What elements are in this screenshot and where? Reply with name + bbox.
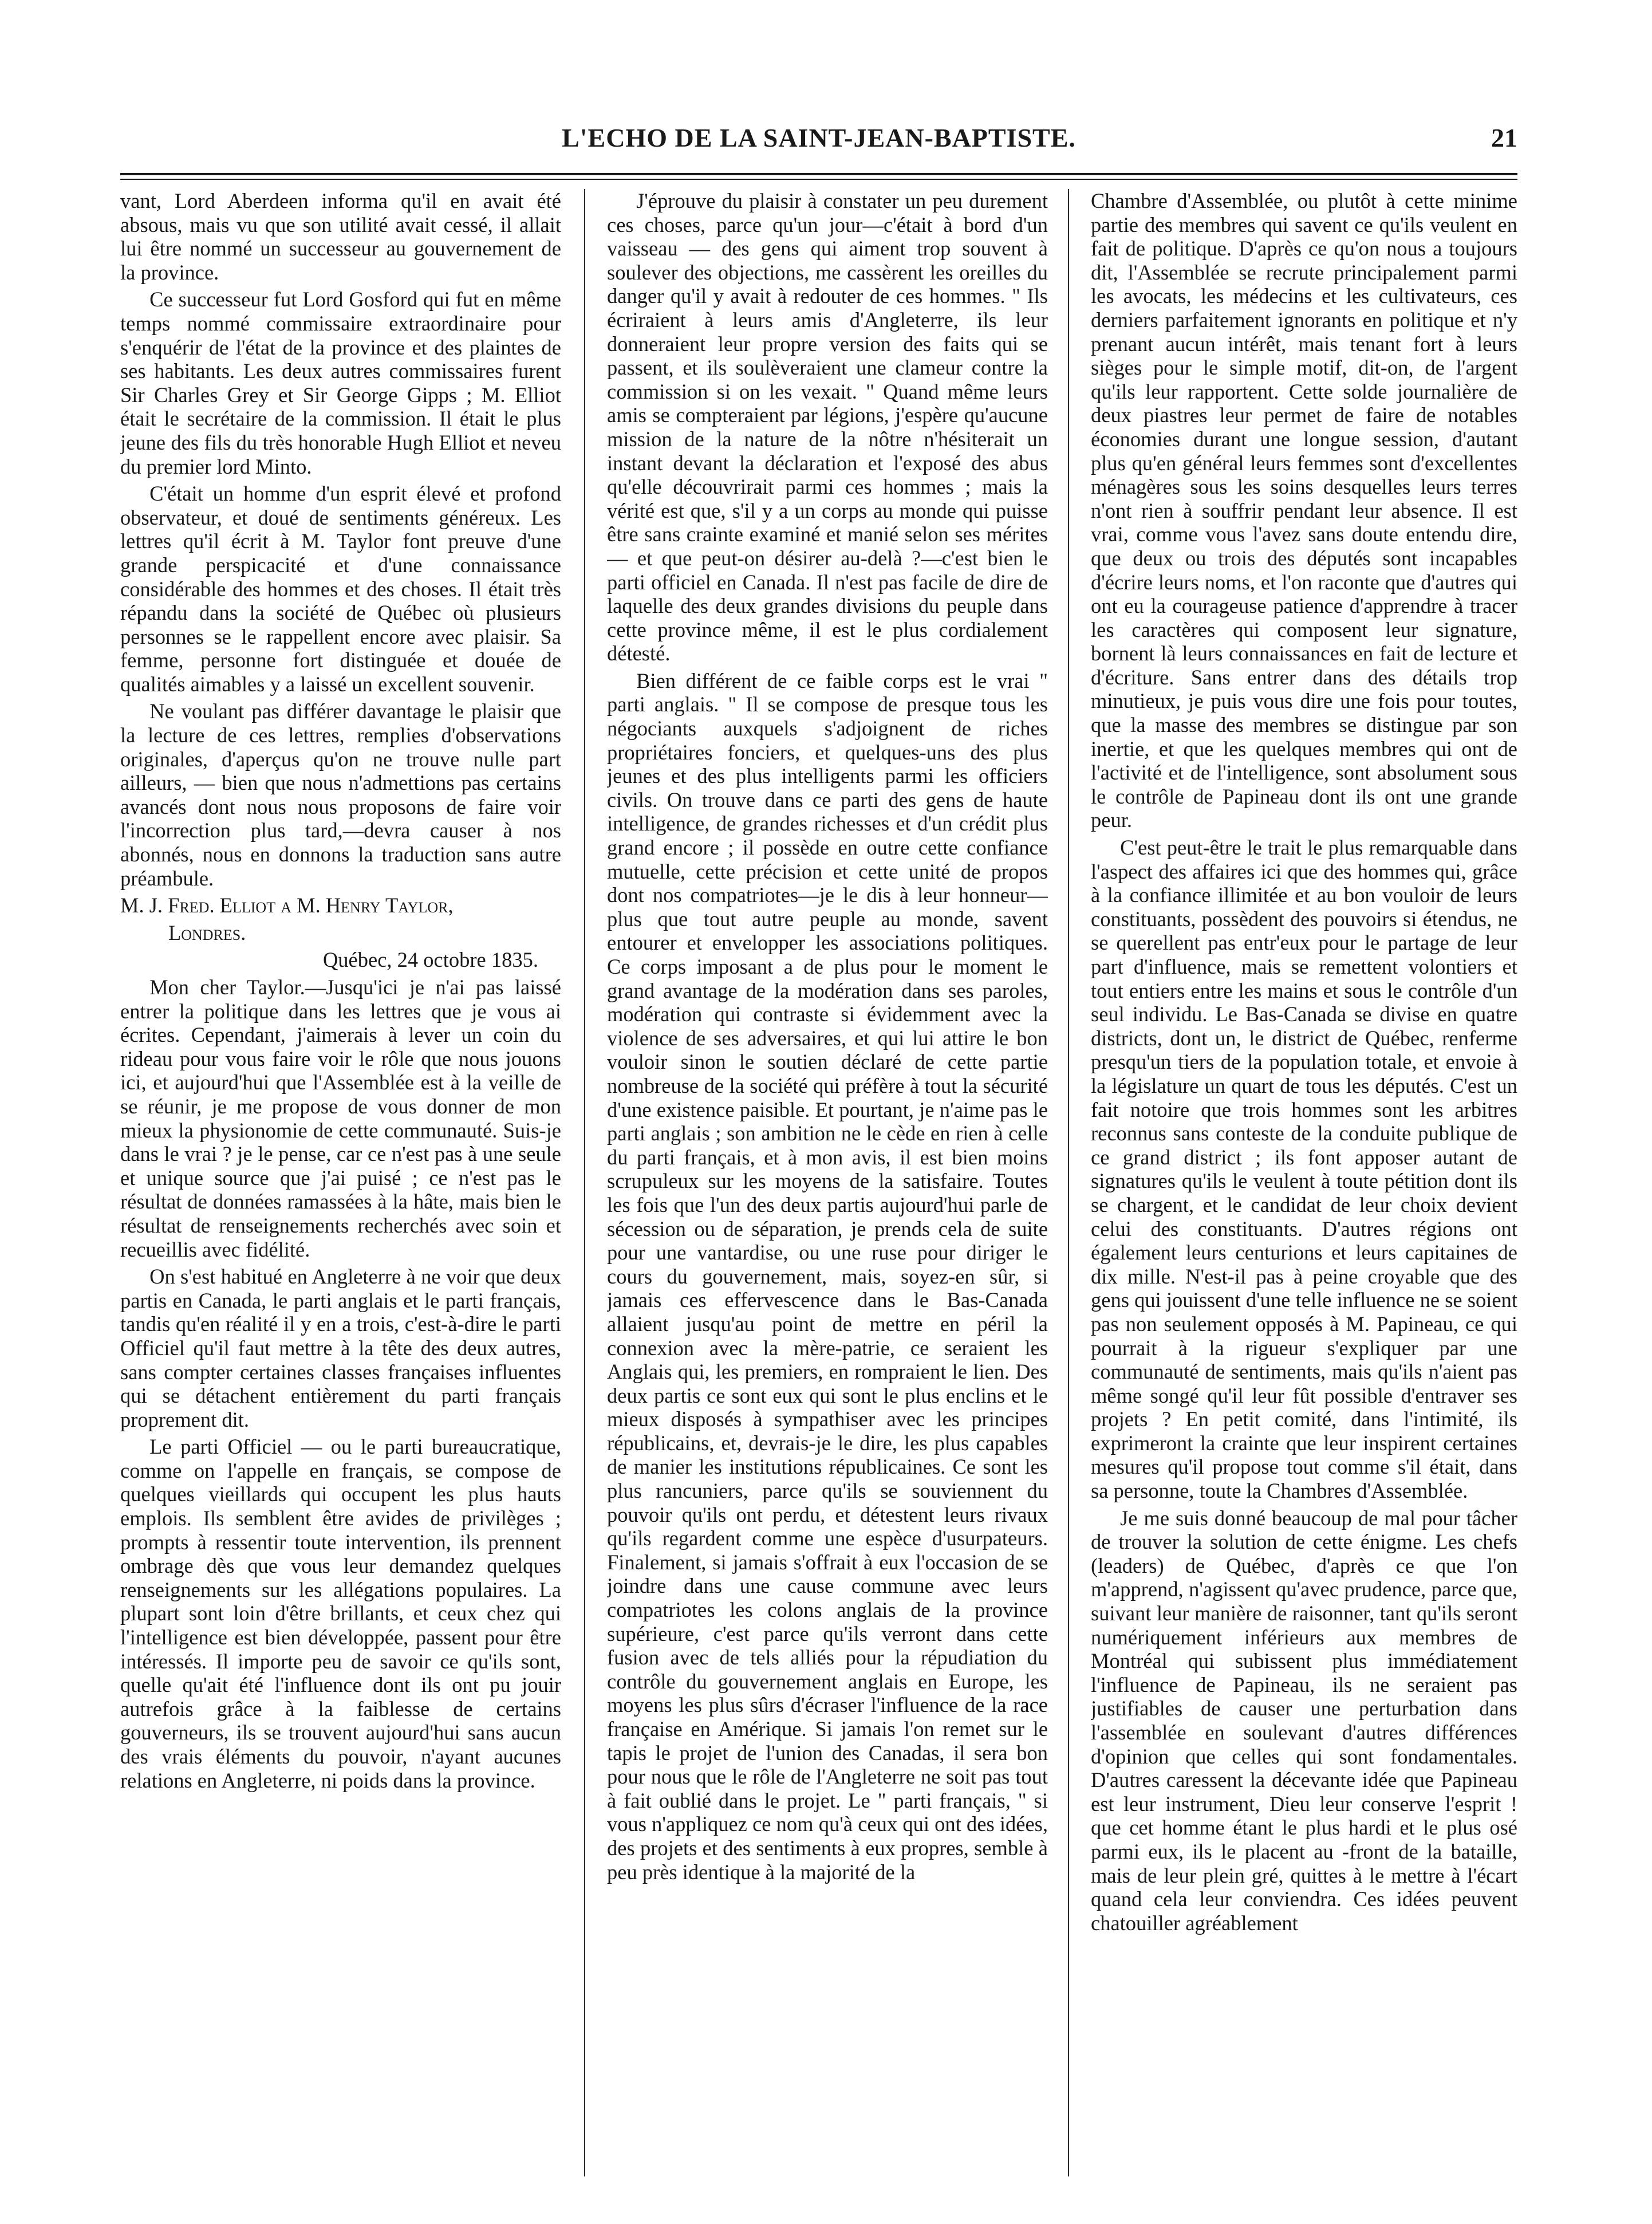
paragraph: Le parti Officiel — ou le parti bureaucratique, comme on l'appelle en français, se compose de quelques vieillards qui occupent les plus hauts emplois. Ils semblent être avides de privilèges ; prompts à ressentir toute intervention, ils prennent ombrage dès que vous leur demandez quelques renseignements sur les allégations populaires. La plupart sont loin d'être brillants, et ceux chez qui l'intelligence est bien développée, passent pour être intéressés. Il importe peu de savoir ce qu'ils sont, quelle qu'ait été l'influence dont ils ont pu jouir autrefois grâce à la faiblesse de certains gouverneurs, ils se trouvent aujourd'hui sans aucun des vrais éléments du pouvoir, n'ayant aucunes relations en Angleterre, ni poids dans la province. (120, 1435, 561, 1792)
paragraph: Bien différent de ce faible corps est le vrai " parti anglais. " Il se compose de presque tous les négociants auxquels s'adjoignent de riches propriétaires fonciers, et quelques-uns des plus jeunes et des plus intelligents parmi les officiers civils. On trouve dans ce parti des gens de haute intelligence, de grandes richesses et d'un crédit plus grand encore ; il possède en outre cette confiance mutuelle, cette précision et cette unité de propos dont nos compatriotes—je le dis à leur honneur—plus que tout autre peuple au monde, savent entourer et envelopper les associations politiques. Ce corps imposant a de plus pour le moment le grand avantage de la modération dans ses paroles, modération qui contraste si évidemment avec la violence de ses adversaires, et qui lui attire le bon vouloir sinon le soutien déclaré de cette partie nombreuse de la société qui préfère à tout la sécurité d'une existence paisible. Et pourtant, je n'aime pas le parti anglais ; son ambition ne le cède en rien à celle du parti français, et à mon avis, il est bien moins scrupuleux sur les moyens de la satisfaire. Toutes les fois que l'un des deux partis aujourd'hui parle de sécession ou de séparation, je prends cela de suite pour une vantardise, ou une ruse pour diriger le cours du gouvernement, mais, soyez-en sûr, si jamais ces effervescence dans le Bas-Canada allaient jusqu'au point de mettre en péril la connexion avec la mère-patrie, ce seraient les Anglais qui, les premiers, en rompraient le lien. Des deux partis ce sont eux qui sont le plus enclins et le mieux disposés à sympathiser avec les principes républicains, et, devrais-je le dire, les plus capables de manier les institutions républicaines. Ce sont les plus rancuniers, parce qu'ils se souviennent du pouvoir qu'ils ont perdu, et détestent leurs rivaux qu'ils regardent comme une espèce d'usurpateurs. Finalement, si jamais s'offrait à eux l'occasion de se joindre dans une cause commune avec leurs compatriotes les colons anglais de la province supérieure, c'est parce qu'ils verront dans cette fusion avec de tels alliés pour la répudiation du contrôle du gouvernement anglais en Europe, les moyens les plus sûrs d'écraser l'influence de la race française en Amérique. Si jamais l'on remet sur le tapis le projet de l'union des Canadas, il sera bon pour nous que le rôle de l'Angleterre ne soit pas tout à fait oublié dans le projet. Le " parti français, " si vous n'appliquez ce nom qu'à ceux qui ont des idées, des projets et des sentiments à eux propres, semble à peu près identique à la majorité de la (607, 668, 1048, 1884)
page-number: 21 (1491, 123, 1517, 152)
paragraph: C'est peut-être le trait le plus remarquable dans l'aspect des affaires ici que des hommes qui, grâce à la confiance illimitée et au bon vouloir de leurs constituants, possèdent des pouvoirs si étendus, ne se querellent pas entr'eux pour le partage de leur part d'influence, mais se remettent volontiers et tout entiers entre les mains et sous le contrôle d'un seul individu. Le Bas-Canada se divise en quatre districts, dont un, le district de Québec, renferme presqu'un tiers de la population totale, et envoie à la législature un quart de tous les députés. C'est un fait notoire que trois hommes sont les arbitres reconnus sans conteste de la conduite publique de ce grand district ; ils font apposer autant de signatures qu'ils le veulent à toute pétition dont ils se chargent, et le candidat de leur choix devient celui des constituants. D'autres régions ont également leurs centurions et leurs capitaines de dix mille. N'est-il pas à peine croyable que des gens qui jouissent d'une telle influence ne se soient pas non seulement opposés à M. Papineau, ce qui pourrait à la rigueur s'expliquer par une communauté de sentiments, mais qu'ils n'aient pas même songé qu'il leur fût possible d'entraver ses projets ? En petit comité, dans l'intimité, ils exprimeront la crainte que leur inspirent certaines mesures qu'il propose tout comme s'il était, dans sa personne, toute la Chambres d'Assemblée. (1091, 836, 1517, 1503)
column-divider (1068, 189, 1069, 2176)
paragraph: On s'est habitué en Angleterre à ne voir que deux partis en Canada, le parti anglais et le parti français, tandis qu'en réalité il y en a trois, c'est-à-dire le parti Officiel qu'il faut mettre à la tête des deux autres, sans compter certaines classes françaises influentes qui se détachent entièrement du parti français proprement dit. (120, 1265, 561, 1431)
paragraph: Ne voulant pas différer davantage le plaisir que la lecture de ces lettres, remplies d'observations originales, d'aperçus qu'on ne trouve nulle part ailleurs, — bien que nous n'admettions pas certains avancés dont nous nous proposons de faire voir l'incorrection plus tard,—devra causer à nos abonnés, nous en donnons la traduction sans autre préambule. (120, 699, 561, 890)
column-left (120, 189, 561, 2194)
column-divider (584, 189, 585, 2176)
column-right (1091, 189, 1517, 2194)
running-title: L'ECHO DE LA SAINT-JEAN-BAPTISTE. (562, 123, 1076, 152)
letter-heading: M. J. Fred. Elliot a M. Henry Taylor, (120, 893, 454, 918)
paragraph: Je me suis donné beaucoup de mal pour tâcher de trouver la solution de cette énigme. Les chefs (leaders) de Québec, d'après ce que l'on m'apprend, n'agissent qu'avec prudence, parce que, suivant leur manière de raisonner, tant qu'ils seront numériquement inférieurs aux membres de Montréal qui subissent plus immédiatement l'influence de Papineau, ils ne seraient pas justifiables de causer une perturbation dans l'assemblée en soulevant d'autres différences d'opinion que celles qui sont fondamentales. D'autres caressent la décevante idée que Papineau est leur instrument, Dieu leur conserve l'esprit ! que cet homme étant le plus hardi et le plus osé parmi eux, ils le placent au -front de la bataille, mais de leur plein gré, quittes à le mettre à l'écart quand cela leur conviendra. Ces idées peuvent chatouiller agréablement (1091, 1506, 1517, 1935)
header-rule-thick (120, 173, 1517, 175)
paragraph: Mon cher Taylor.—Jusqu'ici je n'ai pas laissé entrer la politique dans les lettres que je vous ai écrites. Cependant, j'aimerais à lever un coin du rideau pour vous faire voir le rôle que nous jouons ici, et aujourd'hui que l'Assemblée est à la veille de se réunir, je me propose de vous donner de mon mieux la physionomie de cette communauté. Suis-je dans le vrai ? je le pense, car ce n'est pas à une seule et unique source que j'ai puisé ; ce n'est pas le résultat de données ramassées à la hâte, mais bien le résultat de renseignements recherchés avec soin et recueillis avec fidélité. (120, 975, 561, 1261)
paragraph: Ce successeur fut Lord Gosford qui fut en même temps nommé commissaire extraordinaire pour s'enquérir de l'état de la province et des plaintes de ses habitants. Les deux autres commissaires furent Sir Charles Grey et Sir George Gipps ; M. Elliot était le secrétaire de la commission. Il était le plus jeune des fils du très honorable Hugh Elliot et neveu du premier lord Minto. (120, 288, 561, 478)
page-header (120, 115, 1517, 172)
paragraph: Chambre d'Assemblée, ou plutôt à cette minime partie des membres qui savent ce qu'ils veulent en fait de politique. D'après ce qu'on nous a toujours dit, l'Assemblée se recrute principalement parmi les avocats, les médecins et les cultivateurs, ces derniers parfaitement ignorants en politique et n'y prenant aucun intérêt, mais tenant fort à leurs sièges pour le simple motif, dit-on, de l'argent qu'ils leur rapportent. Cette solde journalière de deux piastres leur permet de faire de notables économies durant une longue session, d'autant plus qu'en général leurs femmes sont d'excellentes ménagères sous les soins desquelles leurs terres n'ont rien à souffrir pendant leur absence. Il est vrai, comme vous l'avez sans doute entendu dire, que deux ou trois des députés sont incapables d'écrire leurs noms, et l'on raconte que d'autres qui ont eu la courageuse patience d'apprendre à tracer les caractères qui composent leur signature, bornent là leurs connaissances en fait de lecture et d'écriture. Sans entrer dans des détails trop minutieux, je puis vous dire une fois pour toutes, que la masse des membres se distingue par son inertie, et que les quelques membres qui ont de l'activité et de l'intelligence, sont absolument sous le contrôle de Papineau dont ils ont une grande peur. (1091, 189, 1517, 832)
paragraph: vant, Lord Aberdeen informa qu'il en avait été absous, mais vu que son utilité avait cessé, il allait lui être nommé un successeur au gouvernement de la province. (120, 189, 561, 284)
letter-dateline: Québec, 24 octobre 1835. (322, 948, 538, 972)
letter-heading-place: Londres. (168, 920, 246, 944)
paragraph: J'éprouve du plaisir à constater un peu durement ces choses, parce qu'un jour—c'était à bord d'un vaisseau — des gens qui aiment trop souvent à soulever des objections, me cassèrent les oreilles du danger qu'il y avait à redouter de ces hommes. " Ils écriraient à leurs amis d'Angleterre, ils leur donneraient leur propre version des faits qui se passent, et ils soulèveraient une clameur contre la commission si on les vexait. " Quand même leurs amis se compteraient par légions, j'espère qu'aucune mission de la nature de la nôtre n'hésiterait un instant devant la déclaration et l'exposé des abus qu'elle découvrirait parmi ces hommes ; mais la vérité est que, s'il y a un corps au monde qui puisse être sans crainte examiné et manié selon ses mérites — et que peut-on désirer au-delà ?—c'est bien le parti officiel en Canada. Il n'est pas facile de dire de laquelle des deux grandes divisions du peuple dans cette province même, il est le plus cordialement détesté. (607, 189, 1048, 666)
header-rule-thin (120, 179, 1517, 180)
column-middle (607, 189, 1048, 2194)
paragraph: C'était un homme d'un esprit élevé et profond observateur, et doué de sentiments généreux. Les lettres qu'il écrit à M. Taylor font preuve d'une grande perspicacité et d'une connaissance considérable des hommes et des choses. Il était très répandu dans la société de Québec où plusieurs personnes se le rappellent encore avec plaisir. Sa femme, personne fort distinguée et douée de qualités aimables y a laissé un excellent souvenir. (120, 482, 561, 696)
